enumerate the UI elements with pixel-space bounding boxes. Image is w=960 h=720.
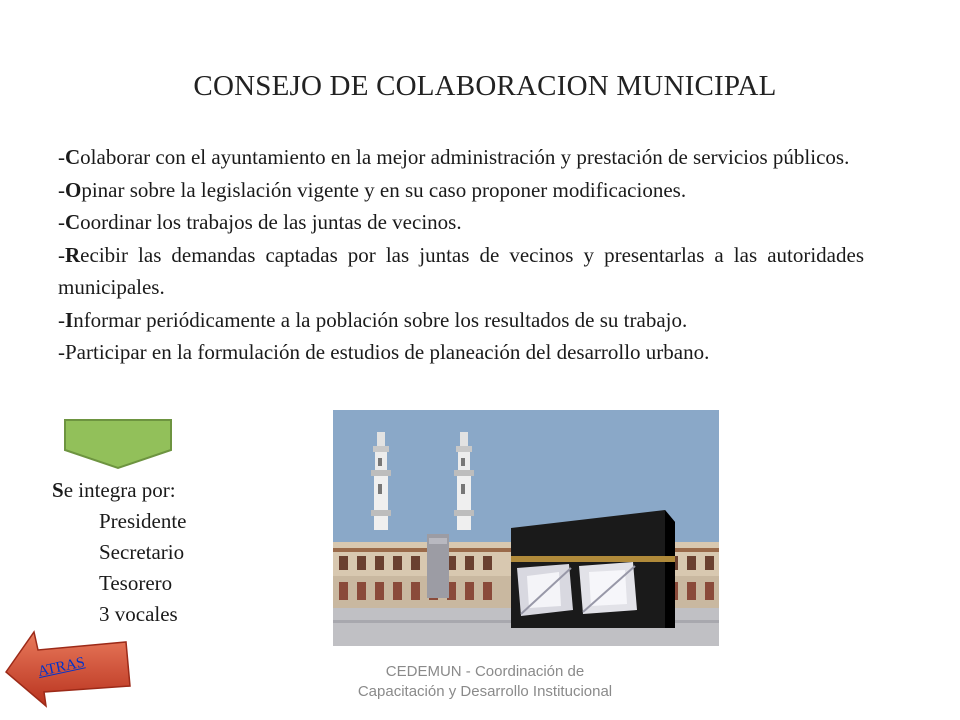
function-item: -Colaborar con el ayuntamiento en la mejor administración y prestación de servicios públicos. bbox=[58, 145, 850, 169]
members-heading: Se integra por: bbox=[52, 478, 176, 502]
page-title: CONSEJO DE COLABORACION MUNICIPAL bbox=[193, 70, 777, 102]
kaaba-mosque-image bbox=[333, 410, 719, 646]
function-item: -Informar periódicamente a la población sobre los resultados de su trabajo. bbox=[58, 307, 688, 332]
function-item: -Participar en la formulación de estudios de planeación del desarrollo urbano. bbox=[58, 340, 710, 364]
footer bbox=[320, 662, 650, 702]
footer-line: Capacitación y Desarrollo Institucional bbox=[357, 683, 613, 700]
function-item: -Recibir las demandas captadas por las juntas de vecinos y presentarlas a las autoridades municipales. bbox=[58, 242, 864, 299]
member-item: Presidente bbox=[99, 509, 187, 533]
function-item: -Coordinar los trabajos de las juntas de vecinos. bbox=[58, 210, 462, 234]
footer-line: CEDEMUN - Coordinación de bbox=[385, 663, 585, 680]
member-item: Secretario bbox=[99, 540, 185, 564]
back-link[interactable]: ATRAS bbox=[36, 654, 87, 681]
functions-list bbox=[58, 141, 864, 369]
member-item: 3 vocales bbox=[99, 602, 178, 626]
function-item: -Opinar sobre la legislación vigente y en su caso proponer modificaciones. bbox=[58, 177, 687, 202]
green-down-arrow-icon bbox=[63, 418, 173, 470]
members-section bbox=[52, 475, 186, 630]
member-item: Tesorero bbox=[99, 571, 173, 595]
